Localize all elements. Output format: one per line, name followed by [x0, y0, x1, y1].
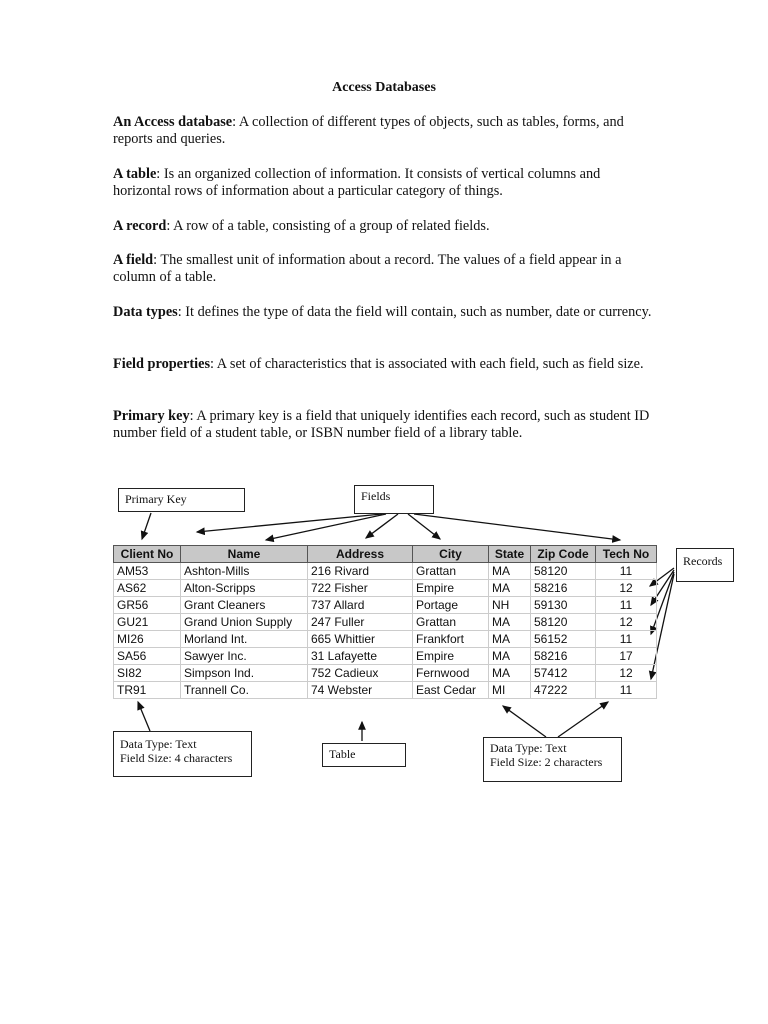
table-cell: Alton-Scripps [181, 580, 308, 597]
table-cell: 12 [596, 614, 657, 631]
table-cell: Morland Int. [181, 631, 308, 648]
table-cell: 247 Fuller [308, 614, 413, 631]
table-cell: SI82 [114, 665, 181, 682]
column-header: Zip Code [531, 546, 596, 563]
table-cell: NH [489, 597, 531, 614]
column-header: State [489, 546, 531, 563]
table-cell: 722 Fisher [308, 580, 413, 597]
page-title: Access Databases [332, 80, 436, 95]
table-cell: Grant Cleaners [181, 597, 308, 614]
column-header: City [413, 546, 489, 563]
table-cell: 47222 [531, 682, 596, 699]
table-cell: MA [489, 665, 531, 682]
arrow [138, 702, 150, 731]
arrow [408, 514, 440, 539]
table-row [114, 648, 657, 665]
note-line: Data Type: Text [120, 737, 197, 751]
term: A field [113, 252, 154, 268]
table-cell: 74 Webster [308, 682, 413, 699]
table-cell: 11 [596, 682, 657, 699]
term: Data types [113, 304, 178, 320]
table-cell: GR56 [114, 597, 181, 614]
table-cell: MA [489, 614, 531, 631]
table-cell: Fernwood [413, 665, 489, 682]
table-cell: 12 [596, 665, 657, 682]
table-cell: Sawyer Inc. [181, 648, 308, 665]
header-row [114, 546, 657, 563]
table-row [114, 597, 657, 614]
table-row [114, 682, 657, 699]
table-cell: 12 [596, 580, 657, 597]
definition-text: : A row of a table, consisting of a group of related fields. [166, 218, 490, 234]
definition-text: : Is an organized collection of information. It consists of vertical columns and horizontal rows of information about a particular category of things. [113, 166, 601, 199]
table-cell: 11 [596, 597, 657, 614]
fields-callout: Fields [354, 485, 434, 514]
table-cell: AS62 [114, 580, 181, 597]
table-cell: MA [489, 563, 531, 580]
left-note-callout [113, 731, 252, 777]
table-cell: 11 [596, 631, 657, 648]
table-cell: 58216 [531, 648, 596, 665]
definition-text: : A collection of different types of objects, such as tables, forms, and reports and queries. [113, 114, 624, 147]
term: A table [113, 166, 157, 182]
table-cell: Trannell Co. [181, 682, 308, 699]
table-cell: Empire [413, 648, 489, 665]
table-row [114, 614, 657, 631]
table-cell: 752 Cadieux [308, 665, 413, 682]
table-cell: MI [489, 682, 531, 699]
table-cell: Ashton-Mills [181, 563, 308, 580]
arrow [503, 706, 546, 737]
table-cell: TR91 [114, 682, 181, 699]
table-cell: Grand Union Supply [181, 614, 308, 631]
table-cell: 665 Whittier [308, 631, 413, 648]
table-cell: MA [489, 580, 531, 597]
definition-text: : The smallest unit of information about a record. The values of a field appear in a column of a table. [113, 252, 622, 285]
table-cell: 216 Rivard [308, 563, 413, 580]
table-cell: 58216 [531, 580, 596, 597]
arrow [414, 514, 620, 540]
table-cell: 58120 [531, 563, 596, 580]
definition-text: : A primary key is a field that uniquely identifies each record, such as student ID number field of a student table, or ISBN number field of a library table. [113, 408, 650, 441]
column-header: Name [181, 546, 308, 563]
table-cell: 59130 [531, 597, 596, 614]
table-cell: Frankfort [413, 631, 489, 648]
right-note-callout [483, 737, 622, 782]
table-callout: Table [322, 743, 406, 767]
table-cell: SA56 [114, 648, 181, 665]
definition-text: : It defines the type of data the field will contain, such as number, date or currency. [177, 304, 652, 320]
table-cell: 11 [596, 563, 657, 580]
term: Field properties [113, 356, 211, 372]
column-header: Tech No [596, 546, 657, 563]
table-cell: 57412 [531, 665, 596, 682]
table-cell: Simpson Ind. [181, 665, 308, 682]
table-cell: GU21 [114, 614, 181, 631]
note-line: Field Size: 2 characters [490, 755, 603, 769]
table-cell: East Cedar [413, 682, 489, 699]
column-header: Address [308, 546, 413, 563]
table-row [114, 631, 657, 648]
note-line: Field Size: 4 characters [120, 751, 233, 765]
table-cell: 737 Allard [308, 597, 413, 614]
table-cell: Grattan [413, 614, 489, 631]
table-cell: 31 Lafayette [308, 648, 413, 665]
table-cell: Portage [413, 597, 489, 614]
arrow [142, 513, 151, 539]
arrow [558, 702, 608, 737]
arrow [197, 514, 382, 532]
primary-key-callout: Primary Key [118, 488, 245, 512]
table-cell: MI26 [114, 631, 181, 648]
table-row [114, 563, 657, 580]
term: An Access database [113, 114, 233, 130]
definition-text: : A set of characteristics that is associated with each field, such as field size. [210, 356, 644, 372]
table-cell: Grattan [413, 563, 489, 580]
clients-table [113, 545, 657, 699]
table-row [114, 580, 657, 597]
column-header: Client No [114, 546, 181, 563]
table-cell: 58120 [531, 614, 596, 631]
table-cell: AM53 [114, 563, 181, 580]
table-cell: 17 [596, 648, 657, 665]
records-callout: Records [676, 548, 734, 582]
term: Primary key [113, 408, 190, 424]
term: A record [113, 218, 167, 234]
table-cell: 56152 [531, 631, 596, 648]
table-cell: MA [489, 631, 531, 648]
table-cell: MA [489, 648, 531, 665]
note-line: Data Type: Text [490, 741, 567, 755]
table-cell: Empire [413, 580, 489, 597]
table-row [114, 665, 657, 682]
